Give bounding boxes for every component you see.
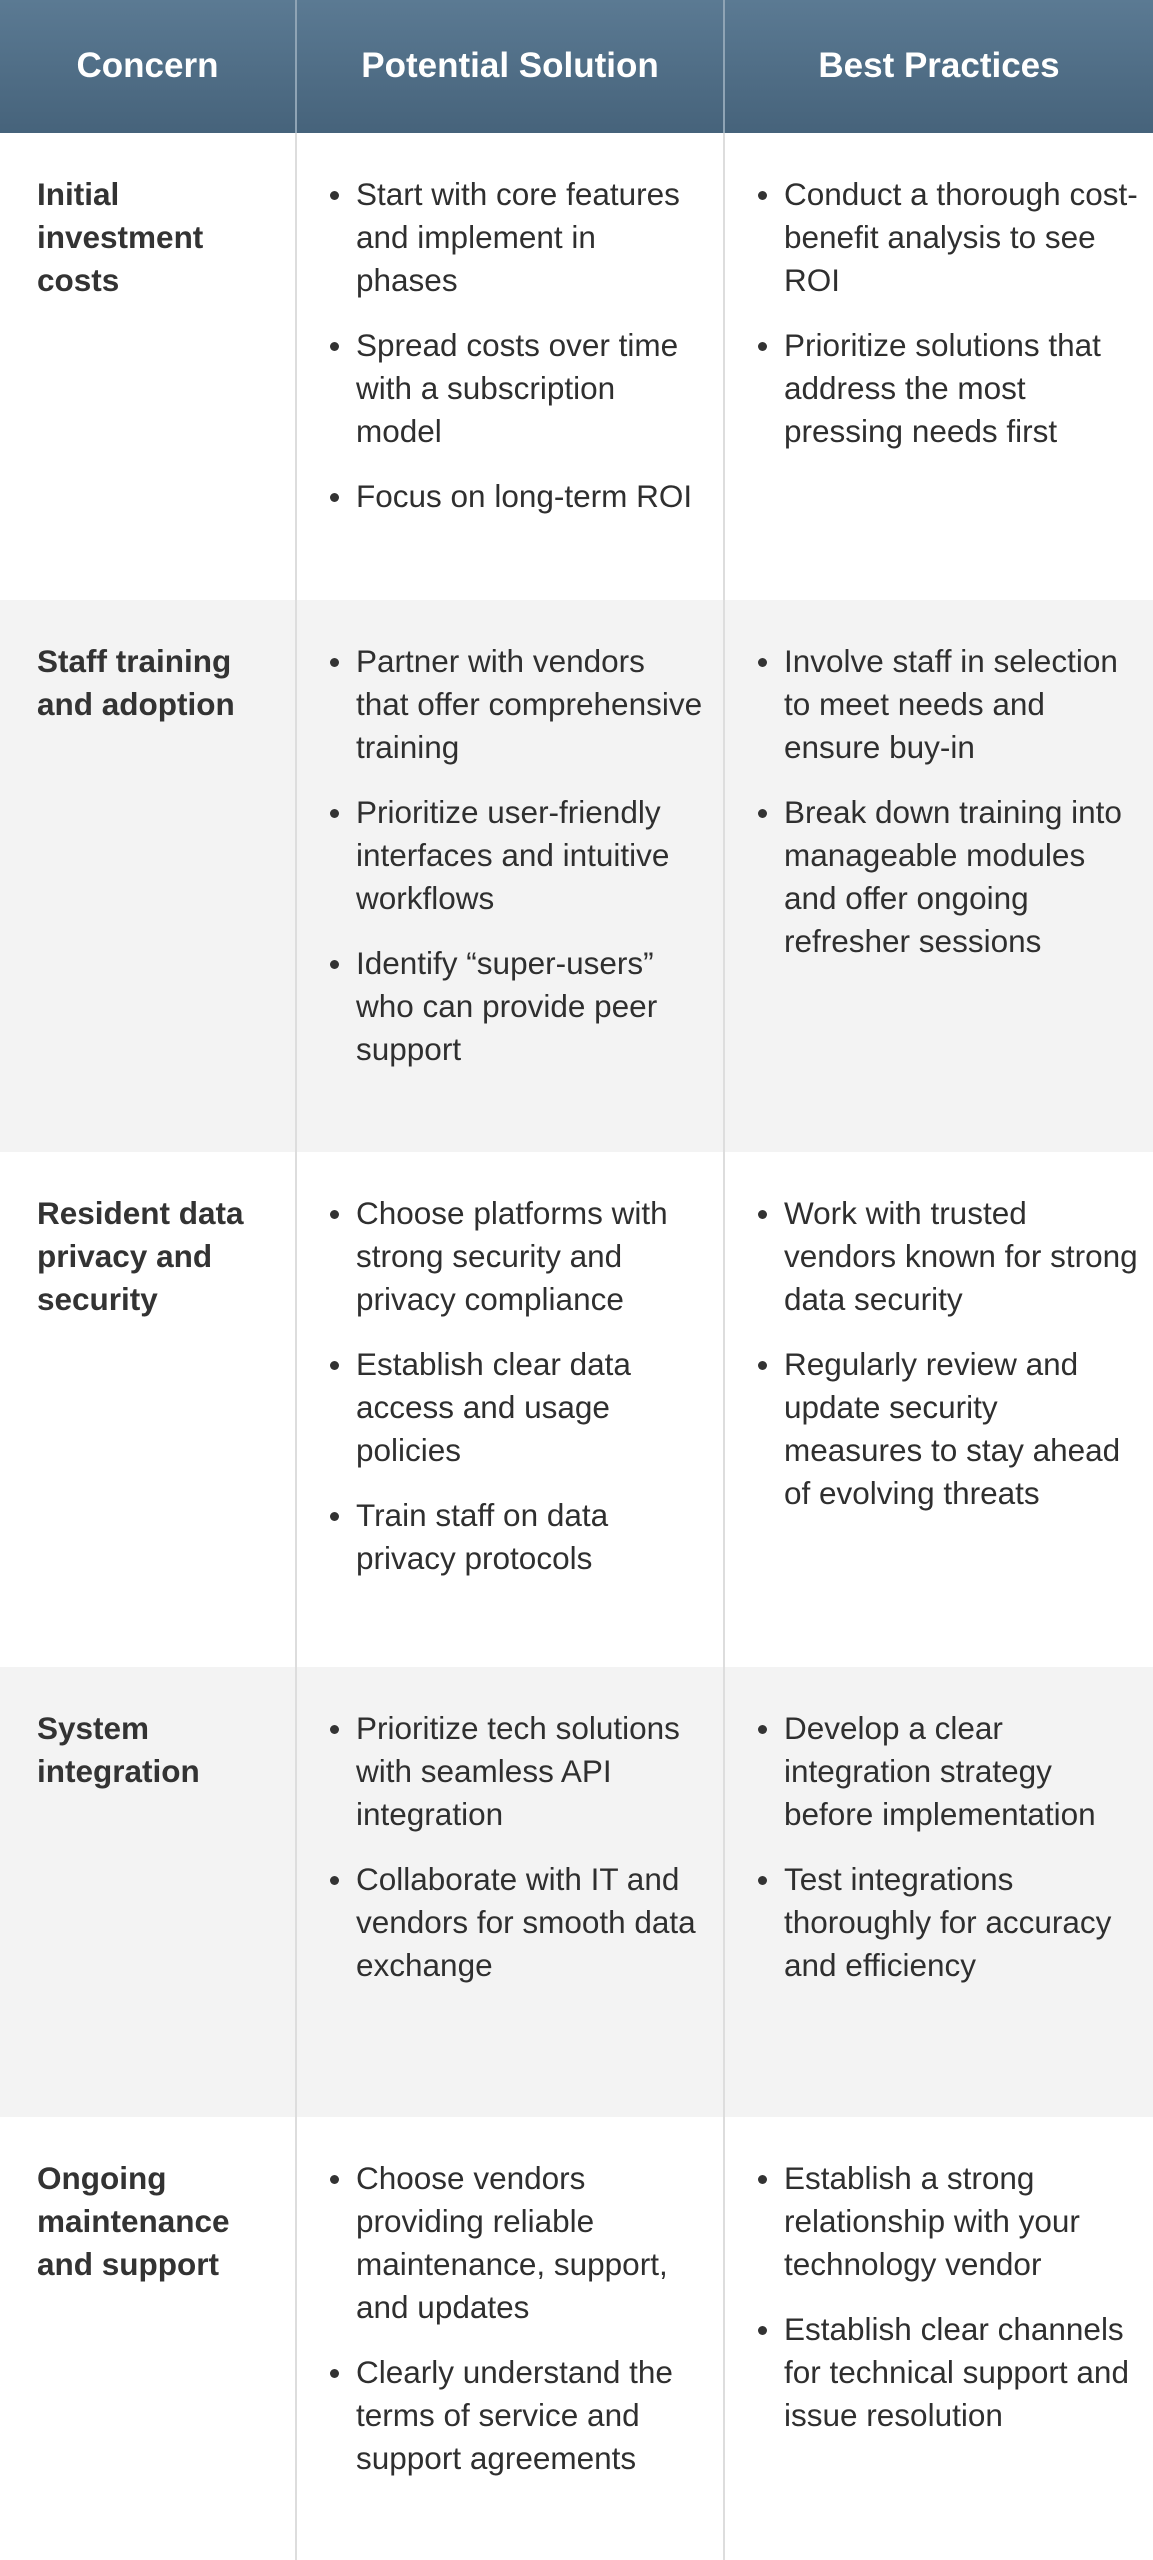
table-row: [0, 600, 1153, 1152]
table-row: [0, 1667, 1153, 2117]
concern-cell: System integration: [37, 1710, 200, 1789]
practice-item: Regularly review and update security measures to stay ahead of evolving threats: [784, 1343, 1139, 1515]
solution-cell: [295, 133, 723, 600]
solution-item: Start with core features and implement in phases: [356, 173, 703, 302]
solution-item: Collaborate with IT and vendors for smooth data exchange: [356, 1858, 703, 1987]
solution-item: Identify “super-users” who can provide peer support: [356, 942, 703, 1071]
solution-cell: [295, 1667, 723, 2117]
solution-cell: [295, 600, 723, 1152]
practices-cell: [723, 2117, 1153, 2560]
practice-item: Develop a clear integration strategy before implementation: [784, 1707, 1139, 1836]
solution-item: Prioritize tech solutions with seamless API integration: [356, 1707, 703, 1836]
practice-item: Establish clear channels for technical support and issue resolution: [784, 2308, 1139, 2437]
practice-item: Conduct a thorough cost-benefit analysis to see ROI: [784, 173, 1139, 302]
practice-item: Test integrations thoroughly for accuracy and efficiency: [784, 1858, 1139, 1987]
table-row: [0, 2117, 1153, 2560]
solution-item: Partner with vendors that offer comprehensive training: [356, 640, 703, 769]
practices-cell: [723, 600, 1153, 1152]
solution-cell: [295, 1152, 723, 1667]
solution-item: Choose platforms with strong security and privacy compliance: [356, 1192, 703, 1321]
practices-cell: [723, 1667, 1153, 2117]
header-potential-solution: Potential Solution: [295, 0, 723, 133]
table-header: [0, 0, 1153, 133]
solution-item: Train staff on data privacy protocols: [356, 1494, 703, 1580]
practices-cell: [723, 1152, 1153, 1667]
table-row: [0, 1152, 1153, 1667]
solution-item: Prioritize user-friendly interfaces and intuitive workflows: [356, 791, 703, 920]
concern-cell: Staff training and adoption: [37, 643, 235, 722]
practice-item: Work with trusted vendors known for strong data security: [784, 1192, 1139, 1321]
header-best-practices: Best Practices: [723, 0, 1153, 133]
practice-item: Prioritize solutions that address the most pressing needs first: [784, 324, 1139, 453]
practice-item: Break down training into manageable modules and offer ongoing refresher sessions: [784, 791, 1139, 963]
concern-cell: Resident data privacy and security: [37, 1195, 244, 1317]
solution-item: Establish clear data access and usage policies: [356, 1343, 703, 1472]
practice-item: Involve staff in selection to meet needs and ensure buy-in: [784, 640, 1139, 769]
solution-item: Focus on long-term ROI: [356, 475, 703, 518]
solution-item: Choose vendors providing reliable maintenance, support, and updates: [356, 2157, 703, 2329]
concern-cell: Initial investment costs: [37, 176, 204, 298]
practice-item: Establish a strong relationship with your technology vendor: [784, 2157, 1139, 2286]
solution-cell: [295, 2117, 723, 2560]
solution-item: Clearly understand the terms of service and support agreements: [356, 2351, 703, 2480]
solution-item: Spread costs over time with a subscription model: [356, 324, 703, 453]
practices-cell: [723, 133, 1153, 600]
concern-cell: Ongoing maintenance and support: [37, 2160, 230, 2282]
header-concern: Concern: [76, 45, 219, 85]
table-row: [0, 133, 1153, 600]
